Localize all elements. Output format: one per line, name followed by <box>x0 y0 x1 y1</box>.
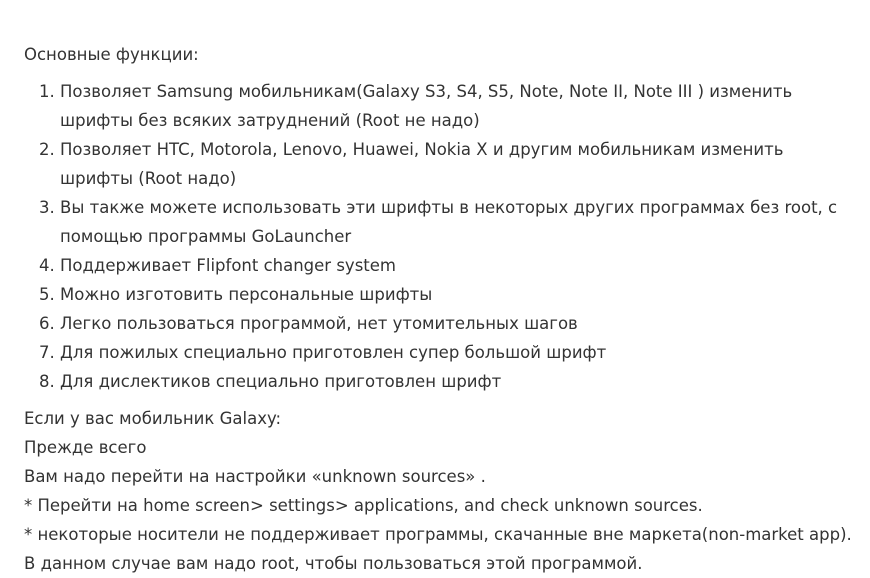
article-body <box>24 40 854 578</box>
feature-item: 7. Для пожилых специально приготовлен супер большой шрифт <box>60 338 854 367</box>
feature-item: 1. Позволяет Samsung мобильникам(Galaxy S3, S4, S5, Note, Note II, Note III ) изменить шрифты без всяких затруднений (Root не надо) <box>60 77 854 135</box>
feature-item: 5. Можно изготовить персональные шрифты <box>60 280 854 309</box>
feature-item: 4. Поддерживает Flipfont changer system <box>60 251 854 280</box>
instructions-block <box>24 404 854 578</box>
feature-item: 6. Легко пользоваться программой, нет утомительных шагов <box>60 309 854 338</box>
instruction-line: Вам надо перейти на настройки «unknown sources» . <box>24 467 486 486</box>
feature-item: 8. Для дислектиков специально приготовлен шрифт <box>60 367 854 396</box>
feature-item: 3. Вы также можете использовать эти шрифты в некоторых других программах без root, с помощью программы GoLauncher <box>60 193 854 251</box>
instruction-line: Прежде всего <box>24 438 147 457</box>
features-heading: Основные функции: <box>24 45 199 64</box>
instruction-line: Если у вас мобильник Galaxy: <box>24 409 282 428</box>
features-list <box>24 77 854 396</box>
instruction-line: * Перейти на home screen> settings> applications, and check unknown sources. <box>24 496 703 515</box>
feature-item: 2. Позволяет HTC, Motorola, Lenovo, Huawei, Nokia X и другим мобильникам изменить шрифты (Root надо) <box>60 135 854 193</box>
instruction-line: * некоторые носители не поддерживает программы, скачанные вне маркета(non-market app). В данном случае вам надо root, чтобы пользоваться этой программой. <box>24 525 852 573</box>
